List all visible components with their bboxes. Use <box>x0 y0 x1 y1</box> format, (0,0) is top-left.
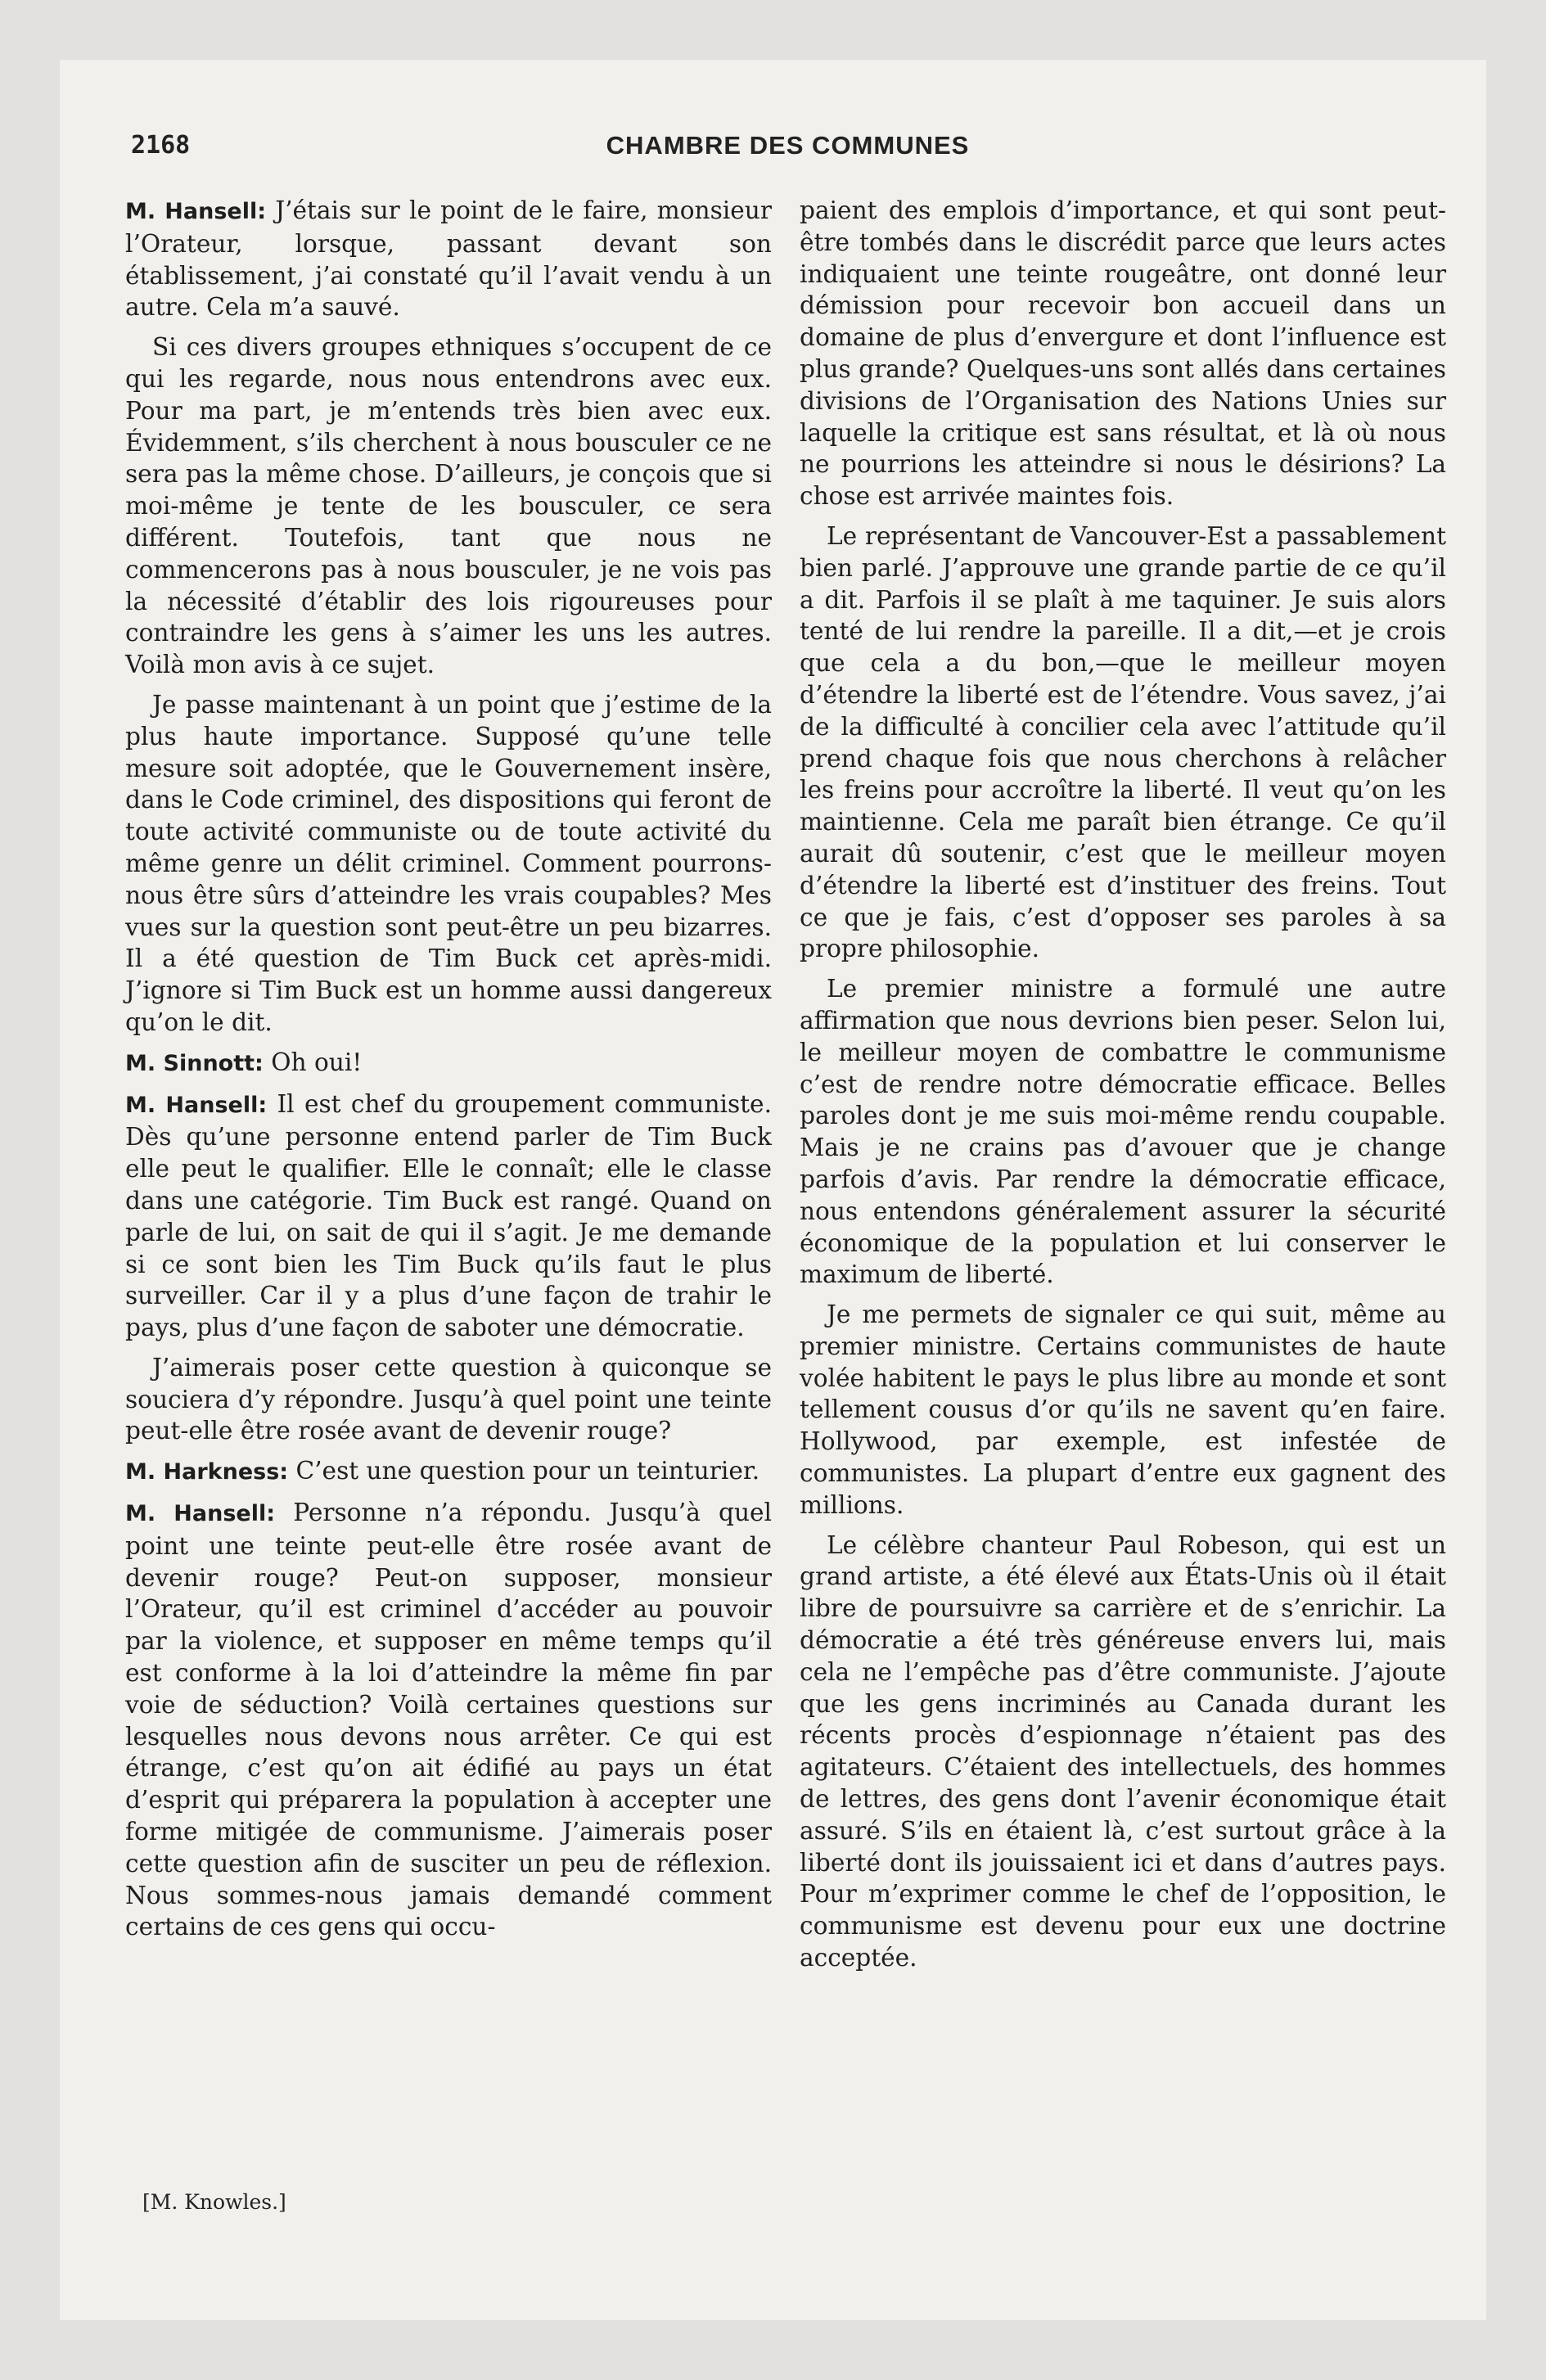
speaker-name: M. Hansell: <box>125 199 267 224</box>
speech-text: Il est chef du groupement communiste. Dès qu’une personne entend parler de Tim Buck elle peut le qualifier. Elle le connaît; elle le classe dans une catégorie. Tim Buck est rangé. Quand on parle de lui, on sait de qui il s’agit. Je me demande si ce sont bien les Tim Buck qu’ils faut le plus surveiller. Car il y a plus d’une façon de trahir le pays, plus d’une façon de saboter une démocratie. <box>125 1089 772 1342</box>
speech-text: J’étais sur le point de le faire, monsieur l’Orateur, lorsque, passant devant son établissement, j’ai constaté qu’il l’avait vendu à un autre. Cela m’a sauvé. <box>125 196 772 322</box>
paragraph <box>125 1089 772 1344</box>
page-number: 2168 <box>131 131 191 160</box>
paragraph: Si ces divers groupes ethniques s’occupent de ce qui les regarde, nous nous entendrons avec eux. Pour ma part, je m’entends très bien avec eux. Évidemment, s’ils cherchent à nous bousculer ce ne sera pas la même chose. D’ailleurs, je conçois que si moi-même je tente de les bousculer, ce sera différent. Toutefois, tant que nous ne commencerons pas à nous bousculer, je ne vois pas la nécessité d’établir des lois rigoureuses pour contraindre les gens à s’aimer les uns les autres. Voilà mon avis à ce sujet. <box>125 333 772 679</box>
running-head: CHAMBRE DES COMMUNES <box>606 131 970 160</box>
speaker-name: M. Hansell: <box>125 1092 268 1118</box>
paragraph <box>125 1497 772 1943</box>
paragraph: paient des emplois d’importance, et qui sont peut-être tombés dans le discrédit parce que leurs actes indiquaient une teinte rougeâtre, ont donné leur démission pour recevoir bon accueil dans un domaine de plus d’envergure et dont l’influence est plus grande? Quelques-uns sont allés dans certaines divisions de l’Organisation des Nations Unies sur laquelle la critique est sans résultat, et là où nous ne pourrions les atteindre si nous le désirions? La chose est arrivée maintes fois. <box>800 196 1446 511</box>
paragraph: Je me permets de signaler ce qui suit, même au premier ministre. Certains communistes de haute volée habitent le pays le plus libre au monde et sont tellement cousus d’or qu’ils ne savent qu’en faire. Hollywood, par exemple, est infestée de communistes. La plupart d’entre eux gagnent des millions. <box>800 1300 1446 1519</box>
paragraph: J’aimerais poser cette question à quiconque se souciera d’y répondre. Jusqu’à quel point une teinte peut-elle être rosée avant de devenir rouge? <box>125 1353 772 1445</box>
paragraph: Le premier ministre a formulé une autre affirmation que nous devrions bien peser. Selon lui, le meilleur moyen de combattre le communisme c’est de rendre notre démocratie efficace. Belles paroles dont je me suis moi-même rendu coupable. Mais je ne crains pas d’avouer que je change parfois d’avis. Par rendre la démocratie efficace, nous entendons généralement assurer la sécurité économique de la population et lui conserver le maximum de liberté. <box>800 975 1446 1289</box>
right-column <box>800 195 1446 1982</box>
paragraph: Le célèbre chanteur Paul Robeson, qui est un grand artiste, a été élevé aux États-Unis où il était libre de poursuivre sa carrière et de s’enrichir. La démocratie a été très généreuse envers lui, mais cela ne l’empêche pas d’être communiste. J’ajoute que les gens incriminés au Canada durant les récents procès d’espionnage n’étaient pas des agitateurs. C’étaient des intellectuels, des hommes de lettres, des gens dont l’avenir économique était assuré. S’ils en étaient là, c’est surtout grâce à la liberté dont ils jouissaient ici et dans d’autres pays. Pour m’exprimer comme le chef de l’opposition, le communisme est devenu pour eux une doctrine acceptée. <box>800 1530 1446 1972</box>
speech-text: Oh oui! <box>263 1048 363 1076</box>
speaker-name: M. Sinnott: <box>125 1050 264 1076</box>
paragraph <box>125 1047 772 1080</box>
paragraph <box>125 195 772 323</box>
left-column <box>125 195 772 1951</box>
page-header <box>131 131 1445 172</box>
speech-text: Personne n’a répondu. Jusqu’à quel point une teinte peut-elle être rosée avant de devenir rouge? Peut-on supposer, monsieur l’Orateur, qu’il est criminel d’accéder au pouvoir par la violence, et supposer en même temps qu’il est conforme à la loi d’atteindre la même fin par voie de séduction? Voilà certaines questions sur lesquelles nous devons nous arrêter. Ce qui est étrange, c’est qu’on ait édifié au pays un état d’esprit qui préparera la population à accepter une forme mitigée de communisme. J’aimerais poser cette question afin de susciter un peu de réflexion. Nous sommes-nous jamais demandé comment certains de ces gens qui occu- <box>125 1499 773 1941</box>
speech-text: C’est une question pour un teinturier. <box>288 1457 760 1485</box>
speaker-name: M. Harkness: <box>125 1459 289 1485</box>
speaker-name: M. Hansell: <box>125 1501 276 1527</box>
paragraph <box>125 1455 772 1489</box>
paragraph: Je passe maintenant à un point que j’estime de la plus haute importance. Supposé qu’une telle mesure soit adoptée, que le Gouvernement insère, dans le Code criminel, des dispositions qui feront de toute activité communiste ou de toute activité du même genre un délit criminel. Comment pourrons-nous être sûrs d’atteindre les vrais coupables? Mes vues sur la question sont peut-être un peu bizarres. Il a été question de Tim Buck cet après-midi. J’ignore si Tim Buck est un homme aussi dangereux qu’on le dit. <box>125 690 772 1036</box>
speaker-note: [M. Knowles.] <box>142 2190 286 2214</box>
paragraph: Le représentant de Vancouver-Est a passablement bien parlé. J’approuve une grande partie de ce qu’il a dit. Parfois il se plaît à me taquiner. Je suis alors tenté de lui rendre la pareille. Il a dit,—et je crois que cela a du bon,—que le meilleur moyen d’étendre la liberté est de l’étendre. Vous savez, j’ai de la difficulté à concilier cela avec l’attitude qu’il prend chaque fois que nous cherchons à relâcher les freins pour accroître la liberté. Il veut qu’on les maintienne. Cela me paraît bien étrange. Ce qu’il aurait dû soutenir, c’est que le meilleur moyen d’étendre la liberté est d’instituer des freins. Tout ce que je fais, c’est d’opposer ses paroles à sa propre philosophie. <box>800 521 1446 963</box>
